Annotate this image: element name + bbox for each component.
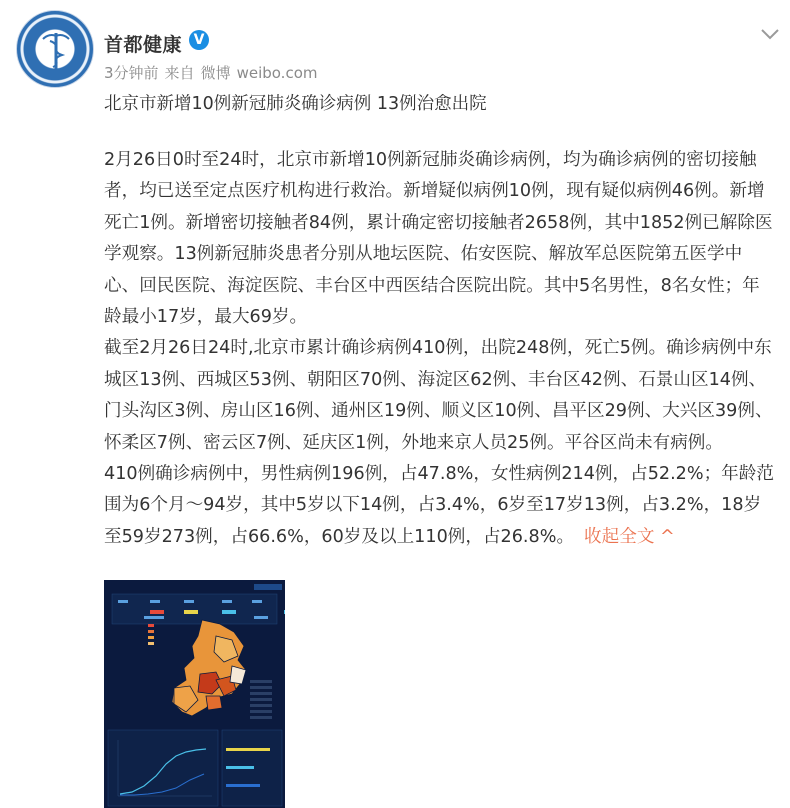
source-prefix: 来自 (164, 64, 195, 82)
post-image-dashboard[interactable] (104, 580, 285, 808)
paragraph-1: 2月26日0时至24时，北京市新增10例新冠肺炎确诊病例，均为确诊病例的密切接触者，均已送至定点医疗机构进行救治。新增疑似病例10例，现有疑似病例46例。新增死亡1例。新增密切接触者84例，累计确定密切接触者2658例，其中1852例已解除医学观察。13例新冠肺炎患者分别从地坛医院、佑安医院、解放军总医院第五医学中心、回民医院、海淀医院、丰台区中西医结合医院出院。其中5名男性，8名女性；年龄最小17岁，最大69岁。 (104, 150, 773, 328)
source-name[interactable]: 微博 (200, 64, 231, 82)
post-title: 北京市新增10例新冠肺炎确诊病例 13例治愈出院 (104, 94, 487, 114)
verified-badge-icon: V (189, 30, 209, 50)
chevron-down-icon (758, 24, 782, 44)
author-name[interactable]: 首都健康 (104, 34, 183, 56)
post-meta (104, 62, 323, 83)
post-header (0, 0, 790, 90)
post-body (104, 145, 776, 553)
post-time: 3分钟前 (104, 64, 159, 82)
paragraph-3 (104, 459, 776, 553)
post-menu-button[interactable] (758, 24, 782, 44)
author-avatar[interactable] (16, 10, 94, 88)
collapse-button[interactable]: 收起全文 ^ (584, 526, 675, 547)
paragraph-2: 截至2月26日24时,北京市累计确诊病例410例，出院248例，死亡5例。确诊病例中东城区13例、西城区53例、朝阳区70例、海淀区62例、丰台区42例、石景山区14例、门头沟区3例、房山区16例、通州区19例、顺义区10例、昌平区29例、大兴区39例、怀柔区7例、密云区7例、延庆区1例，外地来京人员25例。平谷区尚未有病例。 (104, 338, 773, 453)
dashboard-thumbnail (104, 580, 285, 808)
paragraph-3-text: 410例确诊病例中，男性病例196例，占47.8%，女性病例214例，占52.2%；年龄范围为6个月～94岁，其中5岁以下14例，占3.4%，6岁至17岁13例，占3.2%，18岁至59岁273例，占66.6%，60岁及以上110例，占26.8%。 (104, 464, 774, 547)
health-emblem-icon (17, 11, 95, 89)
source-domain[interactable]: weibo.com (236, 64, 318, 82)
